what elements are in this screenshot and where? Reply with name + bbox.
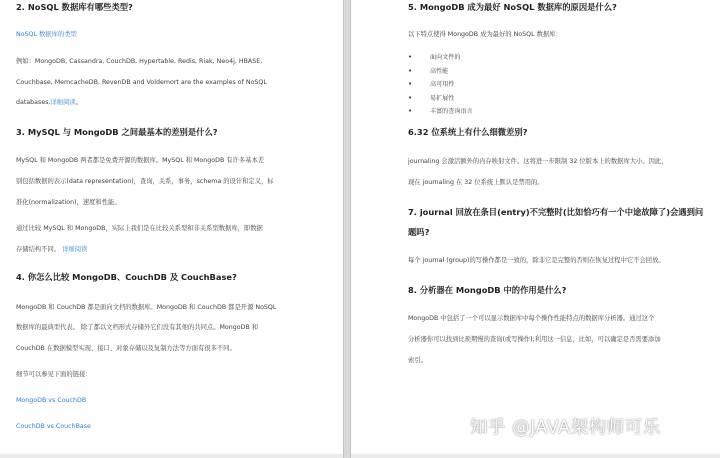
couchdb-vs-couchbase-link[interactable]: CouchDB vs CouchBase — [16, 423, 91, 430]
q3-text-line4: 通过比较 MySQL 和 MongoDB，实际上我们是在比较关系型和非关系型数据库，即数据 — [16, 225, 263, 232]
q3-text-line5-text: 存储结构不同。 — [16, 246, 61, 253]
q8-text-line3: 索引。 — [408, 357, 427, 364]
q2-text-line3 — [16, 92, 82, 113]
q4-text-line2: 数据库的最典型代表。 除了都以文档形式存储外它们没有其他的共同点。MongoDB 和 — [16, 324, 259, 331]
q4-text-line4: 细节可以参见下面的链接： — [16, 371, 92, 378]
q3-text-line3: 准化(normalization)，速度和性能。 — [16, 199, 121, 206]
right-page — [351, 0, 720, 454]
q4-text-line3: CouchDB 在数据模型实现、接口、对象存储以及复制方法等方面有很多不同。 — [16, 345, 236, 352]
q7-heading-line1: 7. journal 回放在条目(entry)不完整时(比如恰巧有一个中途故障了)会遇到问 — [408, 207, 704, 217]
q4-heading: 4. 你怎么比较 MongoDB、CouchDB 及 CouchBase? — [16, 272, 237, 282]
q2-text-line3-end: 。 — [75, 99, 82, 106]
q8-text-line2: 分析器你可以找到比预期慢的查询(或写操作);利用这一信息，比如，可以确定是否需要添加 — [408, 336, 661, 343]
q5-feature-list — [408, 51, 473, 119]
list-item: • 丰富的查询语言 — [408, 105, 473, 119]
q5-intro: 以下特点使得 MongoDB 成为最好的 NoSQL 数据库： — [408, 31, 562, 38]
list-item: • 高性能 — [408, 65, 473, 79]
q2-text-line1: 例如：MongoDB, Cassandra, CouchDB, Hypertable, Redis, Riak, Neo4j, HBASE, — [16, 58, 263, 65]
watermark: 知乎 @JAVA架构师可乐 — [470, 418, 661, 438]
list-item: • 高可用性 — [408, 78, 473, 92]
q3-text-line2: 别包括数据的表示(data representation)，查询，关系，事务，schema 的设计和定义，标 — [16, 178, 274, 185]
q6-text-line1: journaling 会激活额外的内存映射文件。这将进一步限制 32 位版本上的数据库大小。因此， — [408, 158, 668, 165]
q7-text-line1: 每个 journal (group)的写操作都是一致的，除非它是完整的否则在恢复过程中它不会回放。 — [408, 257, 665, 264]
q7-heading-line2: 题吗? — [408, 227, 430, 237]
q5-heading: 5. MongoDB 成为最好 NoSQL 数据库的原因是什么? — [408, 2, 617, 12]
q8-heading: 8. 分析器在 MongoDB 中的作用是什么? — [408, 285, 567, 295]
q2-read-more-link[interactable]: 详细阅读 — [50, 99, 76, 106]
q3-text-line5 — [16, 239, 87, 260]
q2-heading: 2. NoSQL 数据库有哪些类型? — [16, 2, 133, 12]
q8-text-line1: MongoDB 中包括了一个可以显示数据库中每个操作性能特点的数据库分析器。通过这个 — [408, 315, 655, 322]
q3-text-line1: MySQL 和 MongoDB 两者都是免费开源的数据库。MySQL 和 MongoDB 有许多基本差 — [16, 157, 265, 164]
q6-heading: 6.32 位系统上有什么细微差别? — [408, 127, 528, 137]
q6-text-line2: 现在 journaling 在 32 位系统上默认是禁用的。 — [408, 179, 544, 186]
left-page — [0, 0, 343, 454]
list-item: • 面向文件的 — [408, 51, 473, 65]
nosql-types-link[interactable]: NoSQL 数据库的类型 — [16, 31, 77, 38]
q2-text-line3-text: databases. — [16, 99, 51, 106]
list-item: • 易扩展性 — [408, 92, 473, 106]
q4-text-line1: MongoDB 和 CouchDB 都是面向文档的数据库。MongoDB 和 CouchDB 都是开源 NoSQL — [16, 304, 277, 311]
q3-read-more-link[interactable]: 详细阅读 — [62, 246, 88, 253]
mongodb-vs-couchdb-link[interactable]: MongoDB vs CouchDB — [16, 397, 87, 404]
q3-heading: 3. MySQL 与 MongoDB 之间最基本的差别是什么? — [16, 127, 218, 137]
page-gutter — [343, 0, 351, 458]
q2-text-line2: Couchbase, MemcacheDB, RevenDB and Voldemort are the examples of NoSQL — [16, 79, 267, 86]
